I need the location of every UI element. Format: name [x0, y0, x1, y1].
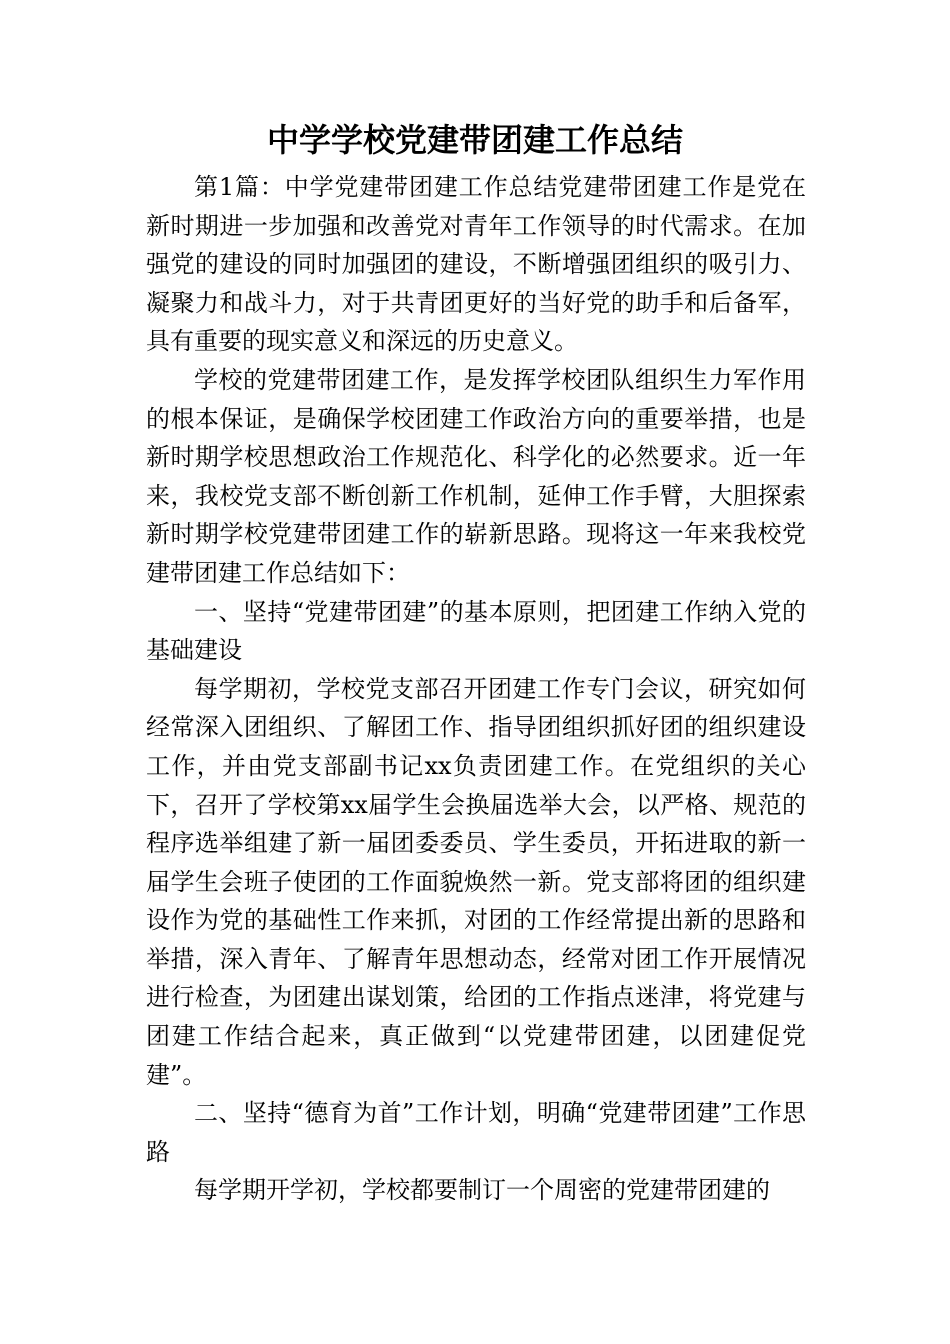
section-heading-1: 一、坚持“党建带团建”的基本原则，把团建工作纳入党的基础建设 — [146, 597, 806, 665]
paragraph-overview: 学校的党建带团建工作，是发挥学校团队组织生力军作用的根本保证，是确保学校团建工作政治方向的重要举措，也是新时期学校思想政治工作规范化、科学化的必然要求。近一年来，我校党支部不断创新工作机制，延伸工作手臂，大胆探索新时期学校党建带团建工作的崭新思路。现将这一年来我校党建带团建工作总结如下： — [146, 365, 806, 587]
document-body — [146, 168, 806, 1210]
paragraph-intro: 第1篇：中学党建带团建工作总结党建带团建工作是党在新时期进一步加强和改善党对青年工作领导的时代需求。在加强党的建设的同时加强团的建设，不断增强团组织的吸引力、凝聚力和战斗力，对于共青团更好的当好党的助手和后备军，具有重要的现实意义和深远的历史意义。 — [146, 173, 806, 356]
paragraph-section-2: 每学期开学初，学校都要制订一个周密的党建带团建的 — [194, 1176, 770, 1205]
paragraph-section-1: 每学期初，学校党支部召开团建工作专门会议，研究如何经常深入团组织、了解团工作、指导团组织抓好团的组织建设工作，并由党支部副书记xx负责团建工作。在党组织的关心下，召开了学校第xx届学生会换届选举大会，以严格、规范的程序选举组建了新一届团委委员、学生委员，开拓进取的新一届学生会班子使团的工作面貌焕然一新。党支部将团的组织建设作为党的基础性工作来抓，对团的工作经常提出新的思路和举措，深入青年、了解青年思想动态，经常对团工作开展情况进行检查，为团建出谋划策，给团的工作指点迷津，将党建与团建工作结合起来，真正做到“以党建带团建，以团建促党建”。 — [146, 674, 806, 1089]
document-title: 中学学校党建带团建工作总结 — [266, 121, 683, 159]
section-heading-2: 二、坚持“德育为首”工作计划，明确“党建带团建”工作思路 — [146, 1099, 806, 1166]
